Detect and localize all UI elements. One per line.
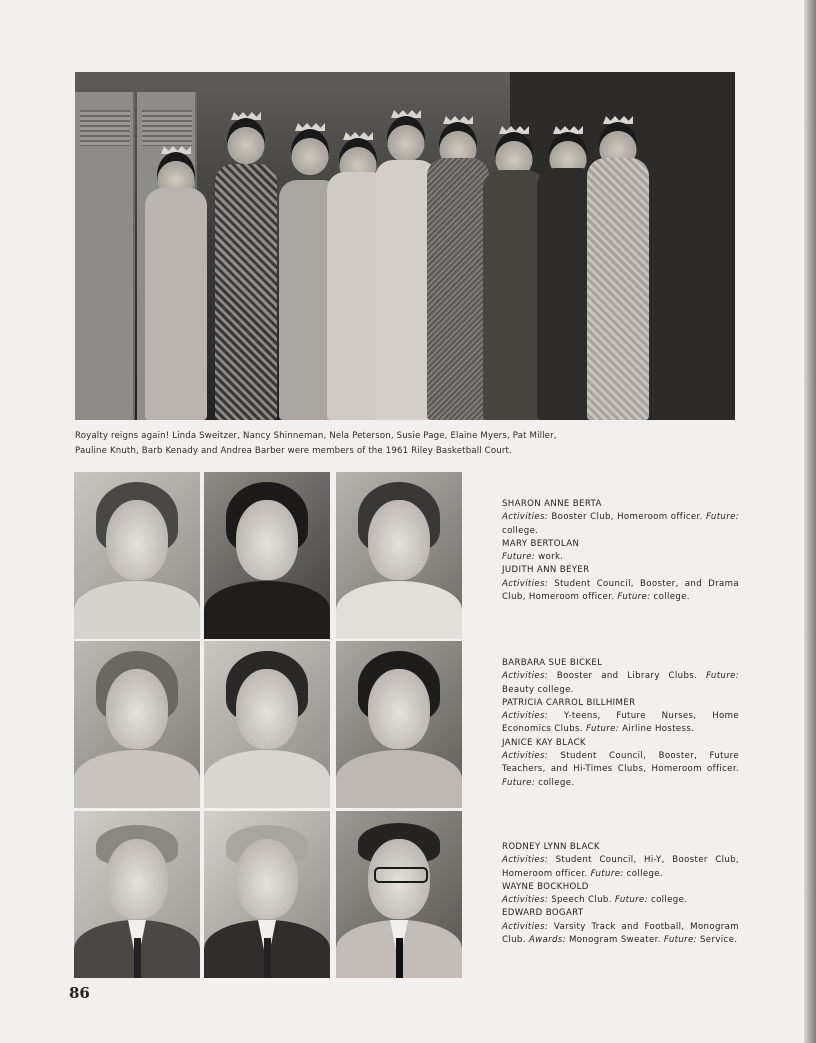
bio-name: JUDITH ANN BEYER <box>502 565 590 576</box>
bio-details: Activities: Booster Club, Homeroom officer. Future: college. <box>502 512 739 536</box>
bio-details: Activities: Student Council, Hi-Y, Booster Club, Homeroom officer. Future: college. <box>502 855 739 879</box>
bio-details: Activities: Varsity Track and Football, Monogram Club. Awards: Monogram Sweater. Future: Service. <box>502 921 739 946</box>
portrait-beyer <box>336 472 462 639</box>
bio-name: PATRICIA CARROL BILLHIMER <box>502 697 636 708</box>
bio-name: JANICE KAY BLACK <box>502 737 586 748</box>
bio-name: RODNEY LYNN BLACK <box>502 842 600 852</box>
caption-line-1: Royalty reigns again! Linda Sweitzer, Nancy Shinneman, Nela Peterson, Susie Page, Elaine Myers, Pat Miller, <box>75 431 557 441</box>
bio-name: BARBARA SUE BICKEL <box>502 658 603 668</box>
bio-name: EDWARD BOGART <box>502 908 584 919</box>
bio-details: Activities: Booster and Library Clubs. Future: Beauty college. <box>502 671 739 695</box>
portrait-bockhold <box>204 811 330 978</box>
bio-details: Activities: Student Council, Booster, Future Teachers, and Hi-Times Clubs, Homeroom officer. Future: college. <box>502 751 739 788</box>
bio-details: Activities: Speech Club. Future: college. <box>502 895 688 906</box>
portrait-bickel <box>74 641 200 808</box>
bio-details: Activities: Y-teens, Future Nurses, Home Economics Clubs. Future: Airline Hostess. <box>502 711 739 735</box>
bio-name: SHARON ANNE BERTA <box>502 499 602 509</box>
portrait-bertolan <box>204 472 330 639</box>
page-number: 86 <box>69 984 90 1002</box>
portrait-berta <box>74 472 200 639</box>
bio-details: Activities: Student Council, Booster, and Drama Club, Homeroom officer. Future: college. <box>502 578 739 603</box>
bio-group-3 <box>502 841 739 947</box>
portrait-janice-black <box>336 641 462 808</box>
portrait-rodney-black <box>74 811 200 978</box>
portrait-billhimer <box>204 641 330 808</box>
bio-name: WAYNE BOCKHOLD <box>502 881 589 892</box>
bio-details: Future: work. <box>502 552 564 563</box>
caption-line-2: Pauline Knuth, Barb Kenady and Andrea Barber were members of the 1961 Riley Basketball Court. <box>75 446 512 456</box>
basketball-court-group-photo <box>75 72 735 420</box>
group-photo-caption <box>75 429 595 459</box>
book-spine-shadow <box>804 0 816 1043</box>
portrait-bogart <box>336 811 462 978</box>
bio-name: MARY BERTOLAN <box>502 538 580 549</box>
bio-group-1 <box>502 498 739 604</box>
bio-group-2 <box>502 657 739 790</box>
